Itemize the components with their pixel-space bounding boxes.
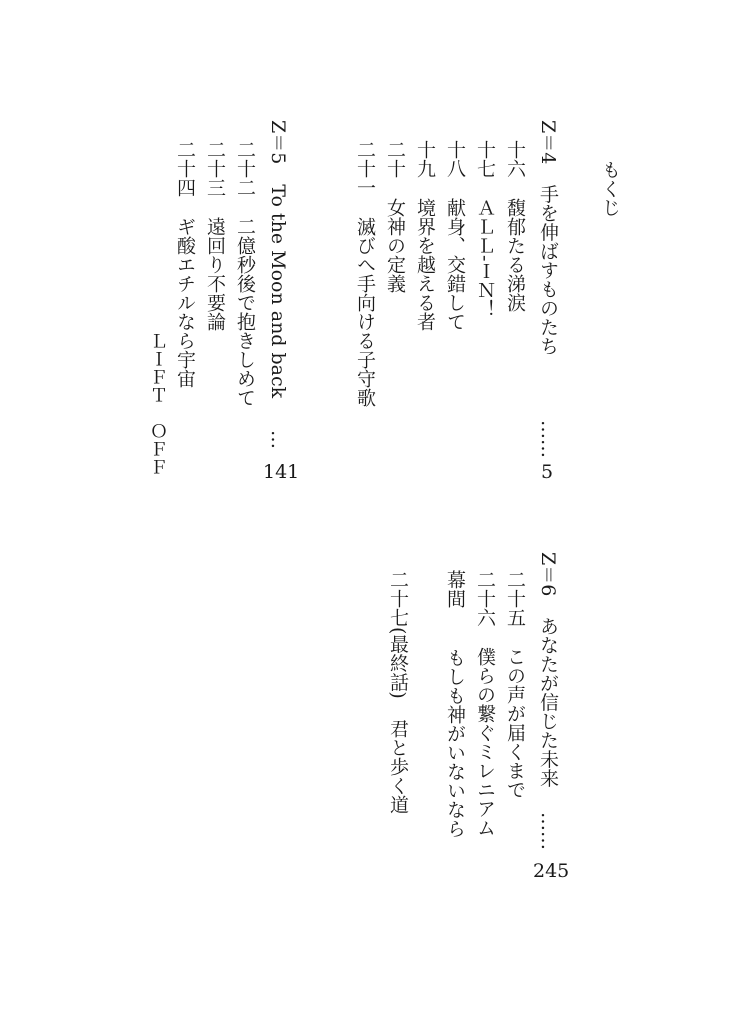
chapter-20-title: 女神の定義 <box>384 198 406 293</box>
chapter-22-num: 二十二 <box>234 140 256 197</box>
chapter-16[interactable] <box>505 140 524 312</box>
chapter-23-num: 二十三 <box>204 140 226 197</box>
chapter-16-num: 十六 <box>504 140 526 178</box>
interlude-num: 幕間 <box>444 570 466 608</box>
chapter-25[interactable] <box>505 570 524 799</box>
chapter-19-title: 境界を越える者 <box>414 198 436 331</box>
chapter-26-title: 僕らの繋ぐミレニアム <box>474 647 496 837</box>
part-5-heading[interactable] <box>268 120 287 398</box>
chapter-25-num: 二十五 <box>504 570 526 627</box>
chapter-21-title: 滅びへ手向ける子守歌 <box>354 217 376 407</box>
interlude[interactable] <box>445 570 464 838</box>
part-5-page: 141 <box>263 461 300 483</box>
chapter-18-title: 献身、交錯して <box>444 198 466 331</box>
chapter-17-num: 十七 <box>474 140 496 178</box>
chapter-24-title: ギ酸エチルなら宇宙 <box>174 217 196 388</box>
part-4-number: Z＝4 <box>537 120 559 165</box>
chapter-27[interactable] <box>388 570 407 814</box>
part-4-title: 手を伸ばすものたち <box>537 184 559 356</box>
chapter-24-num: 二十四 <box>174 140 196 197</box>
part-6-heading[interactable] <box>538 552 557 787</box>
interlude-title: もしも神がいないなら <box>444 648 466 838</box>
chapter-23-title: 遠回り不要論 <box>204 217 226 331</box>
chapter-18-num: 十八 <box>444 140 466 178</box>
part-6-leader: …… <box>537 812 559 850</box>
part-6-number: Z＝6 <box>537 552 559 597</box>
part-5-number: Z＝5 <box>267 120 289 165</box>
chapter-16-title: 馥郁たる涕涙 <box>504 198 526 312</box>
part-4-page: 5 <box>541 461 554 483</box>
chapter-26-num: 二十六 <box>474 570 496 627</box>
part-6-page: 245 <box>533 860 570 882</box>
chapter-22-title: 二億秒後で抱きしめて <box>234 217 256 407</box>
chapter-26[interactable] <box>475 570 494 837</box>
chapter-21[interactable] <box>355 140 374 407</box>
chapter-20[interactable] <box>385 140 404 293</box>
chapter-20-num: 二十 <box>384 140 406 178</box>
chapter-19-num: 十九 <box>414 140 436 178</box>
chapter-24[interactable] <box>175 140 194 388</box>
chapter-21-num: 二十一 <box>354 140 376 197</box>
lift-off[interactable]: ＬＩＦＴ ＯＦＦ <box>147 332 168 476</box>
part-5-title: To the Moon and back <box>267 184 289 399</box>
part-4-leader: …… <box>537 420 559 458</box>
part-6-title: あなたが信じた未来 <box>537 616 559 788</box>
toc-title: もくじ <box>599 160 621 217</box>
chapter-17-title: ＡＬＬ‐ＩＮ！ <box>474 198 496 319</box>
chapter-27-num: 二十七(最終話) <box>387 570 409 699</box>
part-4-heading[interactable] <box>538 120 557 355</box>
chapter-18[interactable] <box>445 140 464 331</box>
chapter-27-title: 君と歩く道 <box>387 718 409 814</box>
chapter-25-title: この声が届くまで <box>504 647 526 799</box>
chapter-19[interactable] <box>415 140 434 331</box>
chapter-22[interactable] <box>235 140 254 407</box>
part-5-leader: … <box>267 430 289 449</box>
chapter-23[interactable] <box>205 140 224 331</box>
chapter-17[interactable] <box>475 140 494 318</box>
